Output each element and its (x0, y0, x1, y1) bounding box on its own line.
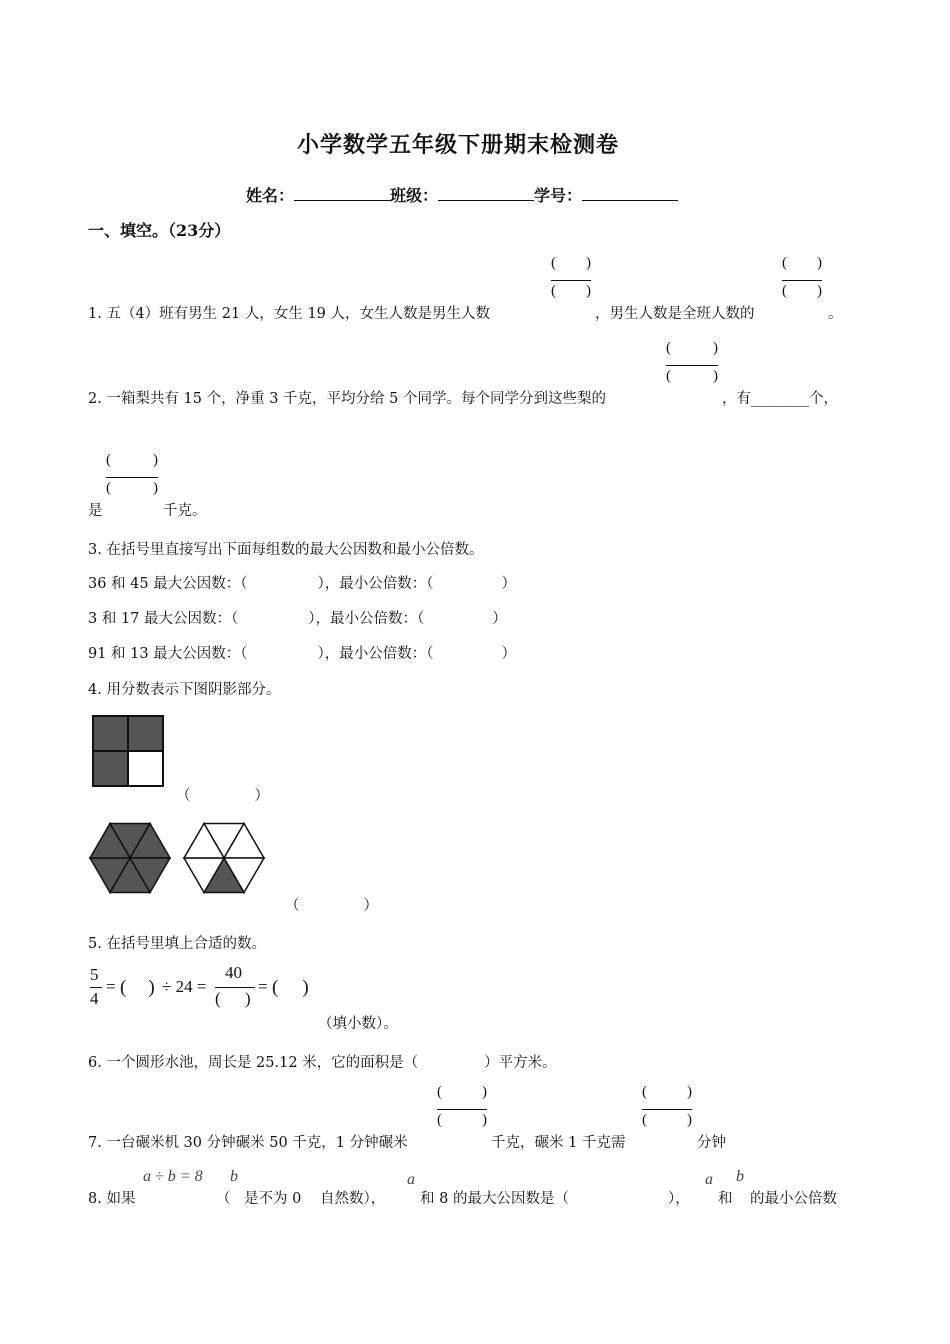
q8-text-g: 和 (718, 1191, 733, 1207)
name-label: 姓名： (246, 186, 295, 205)
q4-answer-1[interactable]: （ ） (176, 788, 269, 804)
q1-fraction-2[interactable]: ( ) ( ) (782, 255, 822, 299)
square-cell-shaded-3 (93, 751, 128, 786)
q8-text-d: 自然数）， (320, 1191, 386, 1207)
class-label: 班级： (390, 186, 439, 205)
q7-text-b: 千克，碾米 1 千克需 (491, 1135, 626, 1151)
q5-intro: 5. 在括号里填上合适的数。 (88, 936, 266, 952)
q5-note: （填小数）。 (318, 1016, 398, 1032)
q3-intro: 3. 在括号里直接写出下面每组数的最大公因数和最小公倍数。 (88, 542, 484, 558)
q2-text-d: 千克。 (163, 503, 207, 519)
q2-fraction-2[interactable]: ( ) ( ) (106, 452, 158, 496)
q8-paren-open: （ (216, 1191, 231, 1207)
q8-var-a: a (407, 1171, 415, 1188)
q8-expression: a ÷ b = 8 (143, 1168, 203, 1185)
q7-fraction-1[interactable]: ( ) ( ) (437, 1084, 487, 1128)
q5-div-24: ÷ 24 = (162, 977, 207, 996)
square-cell-blank (128, 751, 163, 786)
q5-eq-1: = (106, 977, 116, 996)
q3-row-1: 36 和 45 最大公因数：（ ），最小公倍数：（ ） (88, 576, 516, 592)
q4-intro: 4. 用分数表示下图阴影部分。 (88, 682, 281, 698)
q3-row-3: 91 和 13 最大公因数：（ ），最小公倍数：（ ） (88, 646, 516, 662)
class-blank[interactable] (438, 186, 534, 201)
q5-blank-1[interactable]: ( ) (120, 977, 155, 998)
q1-fraction-1[interactable]: ( ) ( ) (551, 255, 591, 299)
q5-fraction-40[interactable]: 40 ( ) (215, 963, 255, 1015)
q8-text-a: 8. 如果 (88, 1191, 136, 1207)
q4-square-figure (92, 715, 164, 787)
q7-text-a: 7. 一台碾米机 30 分钟碾米 50 千克，1 分钟碾米 (88, 1135, 408, 1151)
q1-text-a: 1. 五（4）班有男生 21 人，女生 19 人，女生人数是男生人数 (88, 306, 491, 322)
section-heading: 一、填空。（23分） (88, 221, 231, 240)
q2-text-c: 是 (88, 503, 103, 519)
q2-text-a: 2. 一箱梨共有 15 个，净重 3 千克，平均分给 5 个同学。每个同学分到这些梨的 (88, 391, 606, 407)
q8-var-a2: a (705, 1171, 713, 1188)
q4-hexagon-full (88, 822, 172, 894)
q8-text-c: 是不为 0 (244, 1191, 302, 1207)
q4-hexagon-partial (182, 822, 266, 894)
square-cell-shaded-2 (128, 716, 163, 751)
name-blank[interactable] (294, 186, 390, 201)
q5-blank-3[interactable]: ( ) (272, 977, 309, 998)
student-info (246, 183, 678, 206)
id-blank[interactable] (582, 186, 678, 201)
q8-text-e: 和 8 的最大公因数是（ (420, 1191, 569, 1207)
q2-fraction-1[interactable]: ( ) ( ) (666, 340, 718, 384)
q3-row-2: 3 和 17 最大公因数：（ ），最小公倍数：（ ） (88, 611, 507, 627)
square-cell-shaded-1 (93, 716, 128, 751)
q6-text: 6. 一个圆形水池，周长是 25.12 米，它的面积是（ ）平方米。 (88, 1055, 557, 1071)
q8-var-b: b (230, 1168, 238, 1185)
q8-var-b2: b (736, 1168, 744, 1185)
id-label: 学号： (534, 186, 583, 205)
q7-fraction-2[interactable]: ( ) ( ) (642, 1084, 692, 1128)
q1-text-b: ，男生人数是全班人数的 (595, 306, 755, 322)
q2-text-b: ，有________个， (722, 391, 838, 407)
q8-text-f: ）， (668, 1191, 690, 1207)
q5-eq-2: = (258, 977, 268, 996)
q7-text-c: 分钟 (697, 1135, 726, 1151)
q8-text-h: 的最小公倍数 (750, 1191, 837, 1207)
q4-answer-2[interactable]: （ ） (285, 898, 378, 914)
page-title: 小学数学五年级下册期末检测卷 (297, 132, 620, 158)
q1-text-c: 。 (828, 306, 843, 322)
